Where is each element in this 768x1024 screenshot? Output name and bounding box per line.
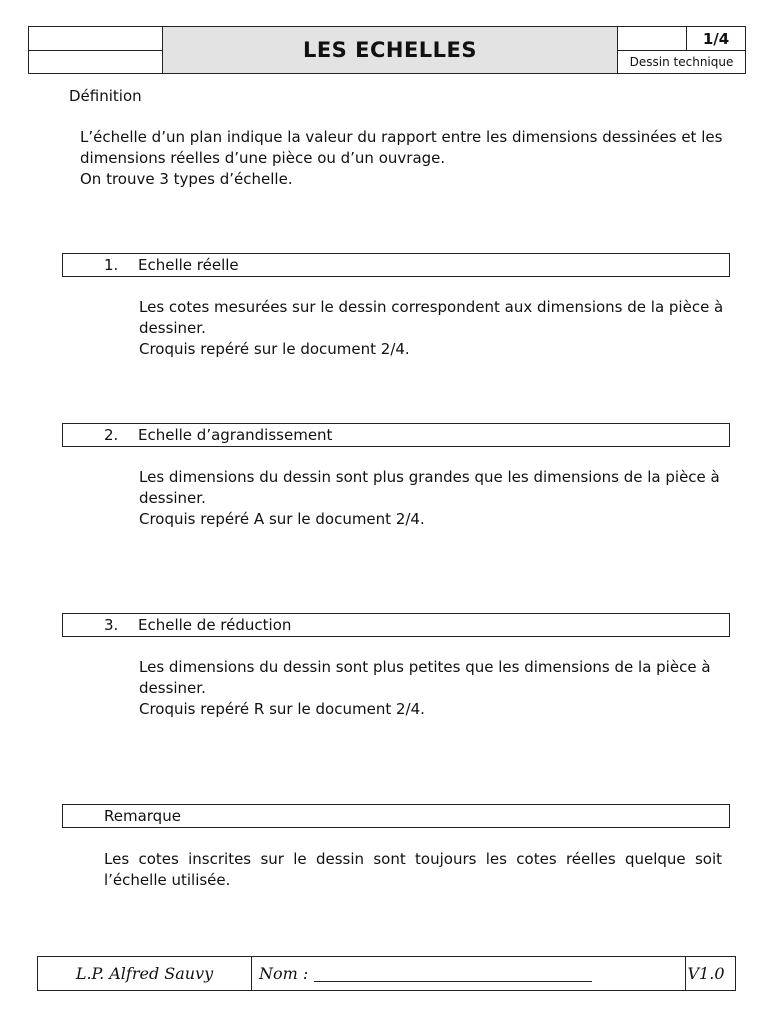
section-line: dessiner. bbox=[139, 489, 206, 507]
subject-label: Dessin technique bbox=[629, 55, 734, 69]
section-line: Croquis repéré A sur le document 2/4. bbox=[139, 510, 425, 528]
subject-cell bbox=[617, 50, 746, 74]
section-line: Les cotes mesurées sur le dessin correspondent aux dimensions de la pièce à bbox=[139, 298, 724, 316]
footer-table bbox=[37, 956, 736, 991]
definition-line: dimensions réelles d’une pièce ou d’un ouvrage. bbox=[80, 149, 446, 167]
version-label: V1.0 bbox=[687, 964, 725, 983]
section-line: Les dimensions du dessin sont plus grandes que les dimensions de la pièce à bbox=[139, 468, 720, 486]
header-left-top-cell bbox=[28, 26, 163, 51]
name-label: Nom : bbox=[259, 964, 309, 983]
section-line: dessiner. bbox=[139, 319, 206, 337]
header-right-top-blank-cell bbox=[617, 26, 687, 51]
section-number: 3. bbox=[104, 616, 119, 634]
footer-school-cell bbox=[38, 957, 252, 990]
section-1-label-bar bbox=[62, 253, 730, 277]
section-title: Echelle d’agrandissement bbox=[138, 426, 333, 444]
section-number: 2. bbox=[104, 426, 119, 444]
remark-label-bar bbox=[62, 804, 730, 828]
page-number-cell bbox=[686, 26, 746, 51]
definition-heading: Définition bbox=[69, 87, 142, 105]
section-2-body bbox=[139, 467, 739, 530]
name-fill-line bbox=[314, 966, 592, 982]
remark-line: l’échelle utilisée. bbox=[104, 871, 231, 889]
section-number: 1. bbox=[104, 256, 119, 274]
definition-line: On trouve 3 types d’échelle. bbox=[80, 170, 293, 188]
definition-line: L’échelle d’un plan indique la valeur du rapport entre les dimensions dessinées et les bbox=[80, 128, 723, 146]
footer-name-cell bbox=[251, 957, 686, 990]
section-3-label-bar bbox=[62, 613, 730, 637]
definition-paragraph bbox=[80, 127, 740, 190]
page-number: 1/4 bbox=[702, 29, 730, 48]
section-title: Echelle réelle bbox=[138, 256, 239, 274]
page-title: LES ECHELLES bbox=[302, 38, 478, 62]
section-line: dessiner. bbox=[139, 679, 206, 697]
section-title: Echelle de réduction bbox=[138, 616, 292, 634]
remark-title: Remarque bbox=[104, 807, 181, 825]
section-line: Les dimensions du dessin sont plus petites que les dimensions de la pièce à bbox=[139, 658, 711, 676]
section-line: Croquis repéré sur le document 2/4. bbox=[139, 340, 410, 358]
section-3-body bbox=[139, 657, 739, 720]
remark-body bbox=[104, 849, 722, 891]
section-line: Croquis repéré R sur le document 2/4. bbox=[139, 700, 425, 718]
header-title-cell bbox=[162, 26, 618, 74]
section-2-label-bar bbox=[62, 423, 730, 447]
header-left-bottom-cell bbox=[28, 50, 163, 74]
school-name: L.P. Alfred Sauvy bbox=[75, 964, 214, 983]
section-1-body bbox=[139, 297, 739, 360]
remark-line: Les cotes inscrites sur le dessin sont toujours les cotes réelles quelque soit bbox=[104, 850, 722, 868]
footer-version-cell bbox=[677, 957, 735, 990]
